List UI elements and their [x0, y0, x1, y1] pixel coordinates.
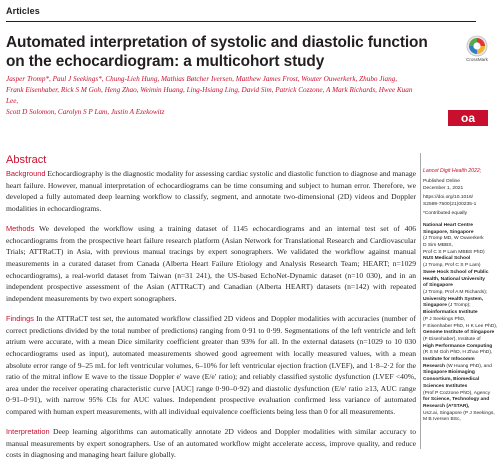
affiliation-institution: Singapore Bioimaging [423, 370, 475, 376]
affiliation-line [423, 290, 503, 297]
affiliation-institution: University Health System, [423, 296, 484, 302]
affiliation-line [423, 397, 503, 404]
affiliation-institution: of Singapore [423, 283, 453, 289]
journal-citation: Lancet Digit Health 2022; [423, 168, 482, 174]
affiliation-line [423, 330, 503, 337]
affiliation-line [423, 263, 503, 270]
affiliation-detail: (R S M Goh PhD, H Zhao PhD), [423, 350, 493, 356]
affiliation-institution: Swee Hock School of Public [423, 269, 489, 275]
methods-text: We developed the workflow using a training dataset of 1145 echocardiograms and an internal test set of 406 echocardiograms from the prospective heart failure research platform (Asian Network for Translational Research and Cardiovascular Trials; ATTRaCT) in Asia, with previous manual tracings by expert sonographers. We validated the workflow against manual measurements in a curated dataset from Canada (Alberta Heart Failure Etiology and Analysis Research Team; HEART; n=1029 echocardiograms), a real-world dataset from Taiwan (n=31 241), the US-based EchoNet-Dynamic dataset (n=10 030), and in an independent prospective assessment of the Asian (ATTRaCT) and Canadian (Alberta HEART) datasets (n=142) with repeated independent measurements by two expert sonographers. [6, 224, 416, 303]
affiliation-institution: Institute for Infocomm [423, 357, 475, 363]
affiliation-line [423, 417, 503, 424]
abstract-findings [6, 313, 416, 417]
affiliation-detail: (P J Seekings PhD, [423, 316, 466, 322]
affiliation-detail: D Sim MBBS, [423, 243, 453, 249]
affiliation-institution: Consortium, Biomedical [423, 377, 480, 383]
affiliation-detail: F Eisenhaber PhD, H K Lee PhD), [423, 323, 498, 329]
affiliation-line [423, 337, 503, 344]
crossmark-label: CrossMark [466, 57, 488, 62]
affiliation-institution: Sciences Institutes [423, 383, 468, 389]
abstract-heading: Abstract [6, 154, 47, 166]
background-text: Echocardiography is the diagnostic modality for assessing cardiac systolic and diastolic function to diagnose and manage heart failure. However, manual interpretation of echocardiograms can be time consuming and subject to human error. Therefore, we developed a fully automated deep learning workflow to classify, segment, and annotate two-dimensional (2D) videos and Doppler modalities in echocardiograms. [6, 169, 416, 213]
page-header [0, 0, 500, 25]
crossmark-icon[interactable] [465, 35, 489, 57]
affiliation-institution: for Science, Technology and [423, 397, 490, 403]
abstract-methods [6, 223, 416, 304]
affiliation-line [423, 243, 503, 250]
open-access-badge: oa [448, 110, 488, 126]
author-list [6, 74, 426, 118]
article-sidebar [423, 168, 503, 424]
article-title [6, 33, 461, 71]
affiliation-detail: (J Tromp, Prof C S P Lam) [423, 263, 481, 269]
title-line-1: Automated interpretation of systolic and diastolic function [6, 34, 428, 51]
affiliation-line [423, 223, 503, 230]
affiliation-institution: Health, National University [423, 276, 485, 282]
affiliation-detail: (W Huang PhD), and [445, 363, 492, 369]
affiliation-institution: National Heart Centre [423, 222, 474, 228]
affiliation-line [423, 357, 503, 364]
affiliation-institution: Singapore, Singapore [423, 229, 474, 235]
column-divider [420, 153, 421, 449]
affiliation-detail: (J Tromp, Prof A M Richards); [423, 290, 488, 295]
affiliation-institution: Research (A*STAR), [423, 403, 470, 409]
affiliation-line [423, 384, 503, 391]
authors-line-1: Jasper Tromp*, Paul J Seekings*, Chung-Lieh Hung, Mathias Bøtcher Iversen, Matthew James Frost, Wouter Ouwerkerk, Zhubo Jiang, [6, 75, 398, 83]
findings-label: Findings [6, 314, 34, 324]
published-date: December 1, 2021 [423, 185, 464, 191]
affiliation-line [423, 317, 503, 324]
affiliation-detail: (F Eisenhaber), Institute of [423, 336, 481, 342]
affiliation-detail: (J Tromp); [446, 303, 471, 309]
affiliations [423, 223, 503, 424]
affiliation-line [423, 404, 503, 411]
authors-line-3: Scott D Solomon, Carolyn S P Lam, Justin A Ezekowitz [6, 108, 165, 116]
doi-line-2[interactable]: S2589-7500(21)00235-1 [423, 201, 477, 207]
affiliation-institution: Bioinformatics Institute [423, 310, 478, 316]
abstract [6, 153, 416, 470]
affiliation-line [423, 310, 503, 317]
affiliation-detail: (J Tromp MD, W Ouwerkerk [423, 236, 484, 242]
methods-label: Methods [6, 224, 35, 234]
background-label: Background [6, 169, 46, 178]
affiliation-institution: Singapore [423, 303, 447, 309]
affiliation-detail: (Prof P Cozzone PhD), Agency [423, 390, 491, 396]
affiliation-institution: Genome Institute of Singapore [423, 330, 495, 336]
abstract-background [6, 168, 416, 214]
affiliation-line [423, 283, 503, 290]
contributed-equally-note: *Contributed equally [423, 211, 468, 217]
affiliation-institution: NUS Medical School [423, 256, 471, 262]
affiliation-line [423, 377, 503, 384]
doi-line-1[interactable]: https://doi.org/10.1016/ [423, 195, 474, 201]
affiliation-institution: High Performance Computing [423, 343, 493, 349]
section-label: Articles [6, 6, 40, 16]
published-label: Published Online [423, 179, 460, 184]
affiliation-detail: Prof C S P Lam MBBS PhD) [423, 249, 485, 255]
affiliation-detail: Us2.ai, Singapore (P J Seekings, [423, 410, 495, 416]
authors-line-2: Frank Eisenhaber, Rick S M Goh, Heng Zhao, Weimin Huang, Ling-Hsiang Ling, David Sim, Patrick Cozzone, A Mark Richards, Hwee Kuan Lee, [6, 86, 413, 105]
title-line-2: on the echocardiogram: a multicohort study [6, 53, 325, 70]
interpretation-text: Deep learning algorithms can automatically annotate 2D videos and Doppler modalities with similar accuracy to manual measurements by expert sonographers. Use of an automated workflow might accelerate access, improve quality, and reduce costs in diagnosing and managing heart failure globally. [6, 427, 416, 460]
affiliation-institution: Research [423, 363, 446, 369]
abstract-interpretation [6, 426, 416, 461]
affiliation-line [423, 270, 503, 277]
affiliation-detail: M B Iversen BSc, [423, 417, 461, 423]
findings-text: In the ATTRaCT test set, the automated workflow classified 2D videos and Doppler modalities with accuracies (number of correct predictions divided by the total number of predictions) ranging from 0·91 to 0·99. Segmentations of the left ventricle and left atrium were accurate, with a mean Dice similarity coefficient greater than 93% for all. In the external datasets (n=1029 to 10 030 echocardiograms used as input), automated measurements showed good agreement with locally measured values, with a mean absolute error range of 9–25 mL for left ventricular volumes, 6–10% for left ventricular ejection fraction (LVEF), and 1·8–2·2 for the ratio of the mitral inflow E wave to the tissue Doppler e′ wave (E/e′ ratio); and reliably classified systolic dysfunction (LVEF <40%, area under the receiver operating characteristic curve [AUC] range 0·90–0·92) and diastolic dysfunction (E/e′ ratio ≥13, AUC range 0·91–0·91), with narrow 95% CIs for AUC values. Independent prospective evaluation confirmed less variance of automated compared with human expert measurements, with all individual equivalence coefficients being less than 0 for all measurements. [6, 314, 416, 416]
header-rule [6, 21, 476, 22]
interpretation-label: Interpretation [6, 427, 50, 437]
